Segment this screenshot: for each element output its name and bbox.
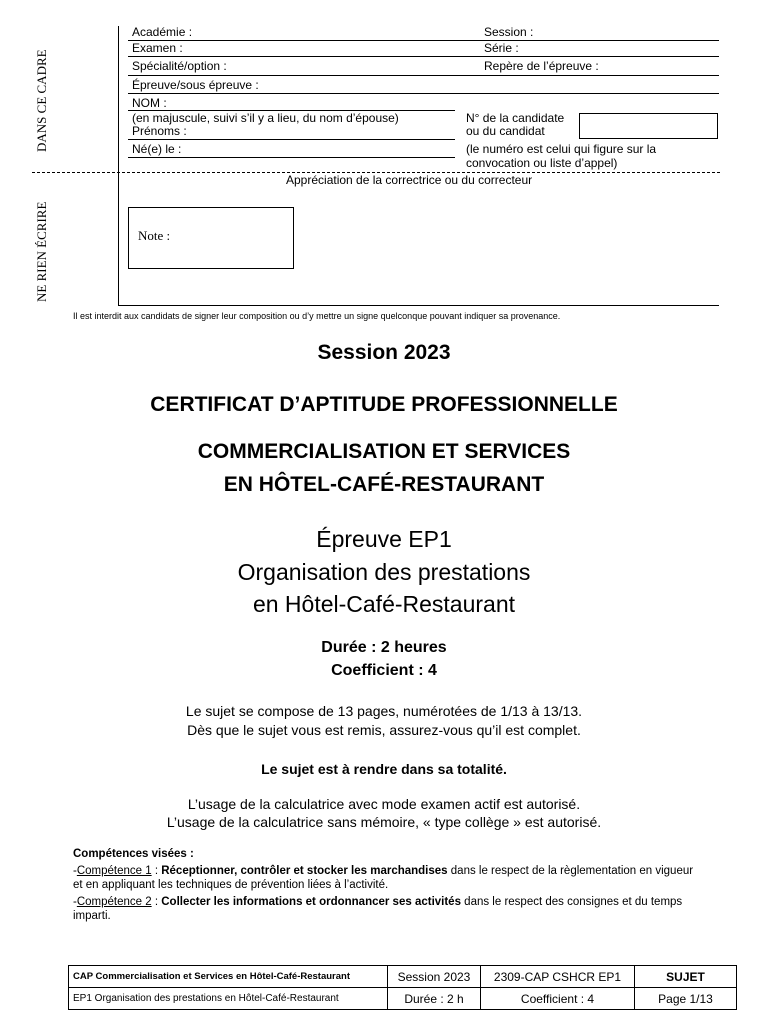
competence-2-bold: Collecter les informations et ordonnancer ses activités — [161, 896, 461, 908]
session-label: Session : — [484, 25, 534, 39]
header-line — [128, 157, 455, 158]
candidat-label-1: N° de la candidate — [466, 111, 565, 125]
footer-coefficient: Coefficient : 4 — [481, 988, 635, 1010]
footer-table — [68, 965, 737, 1010]
calc-info-2: L’usage de la calculatrice sans mémoire, « type collège » est autorisé. — [166, 814, 602, 830]
candidat-note-2: convocation ou liste d’appel) — [466, 156, 618, 170]
footer-cap-title: CAP Commercialisation et Services en Hôtel-Café-Restaurant — [69, 966, 388, 988]
competences-title: Compétences visées : — [73, 848, 194, 860]
footer-session: Session 2023 — [388, 966, 481, 988]
competence-2 — [73, 895, 703, 923]
header-line — [128, 56, 719, 57]
competence-1 — [73, 864, 703, 892]
ne-le-label: Né(e) le : — [132, 142, 182, 156]
calc-info-1: L’usage de la calculatrice avec mode examen actif est autorisé. — [187, 796, 581, 812]
specialite-label: Spécialité/option : — [132, 59, 227, 73]
pages-info-1: Le sujet se compose de 13 pages, numérotées de 1/13 à 13/13. — [185, 703, 583, 719]
candidat-label-2: ou du candidat — [466, 124, 545, 138]
nom-label: NOM : — [132, 96, 167, 110]
competence-1-link: Compétence 1 — [76, 865, 152, 877]
footer-page: Page 1/13 — [635, 988, 737, 1010]
footer-code: 2309-CAP CSHCR EP1 — [481, 966, 635, 988]
repere-label: Repère de l’épreuve : — [484, 59, 599, 73]
competence-2-link: Compétence 2 — [76, 896, 152, 908]
header-line — [128, 139, 455, 140]
pages-info-2: Dès que le sujet vous est remis, assurez-vous qu’il est complet. — [187, 722, 581, 738]
examen-label: Examen : — [132, 41, 183, 55]
header-bottom-line — [118, 305, 719, 306]
side-label-top: DANS CE CADRE — [34, 49, 49, 152]
competence-2-sep: : — [151, 896, 162, 908]
competence-1-bold: Réceptionner, contrôler et stocker les marchandises — [161, 865, 448, 877]
left-vertical-border — [118, 26, 119, 305]
side-label-bottom: NE RIEN ÉCRIRE — [34, 201, 49, 302]
appreciation-label: Appréciation de la correctrice ou du correcteur — [286, 173, 533, 187]
serie-label: Série : — [484, 41, 519, 55]
footer-ep1-title: EP1 Organisation des prestations en Hôtel-Café-Restaurant — [69, 988, 388, 1010]
competence-2-text: dans le respect des consignes et du temps imparti. — [73, 896, 683, 922]
academie-label: Académie : — [132, 25, 193, 39]
competence-2-dash: - — [73, 896, 77, 908]
footer-sujet: SUJET — [635, 966, 737, 988]
candidat-note-1: (le numéro est celui qui figure sur la — [466, 142, 657, 156]
header-line — [128, 75, 719, 76]
certificat-title: CERTIFICAT D’APTITUDE PROFESSIONNELLE — [150, 393, 618, 416]
session-title: Session 2023 — [317, 341, 451, 364]
competence-1-sep: : — [151, 865, 162, 877]
footer-row — [69, 988, 737, 1010]
specialty-title-2: EN HÔTEL-CAFÉ-RESTAURANT — [223, 473, 545, 496]
footer-row — [69, 966, 737, 988]
candidat-number-box[interactable] — [579, 113, 718, 139]
note-label: Note : — [138, 228, 171, 243]
competences-section — [73, 847, 703, 923]
nom-note: (en majuscule, suivi s’il y a lieu, du nom d’épouse) — [132, 111, 399, 125]
prenoms-label: Prénoms : — [132, 124, 187, 138]
duree: Durée : 2 heures — [321, 639, 447, 656]
coefficient: Coefficient : 4 — [331, 662, 437, 679]
competence-1-dash: - — [73, 865, 77, 877]
header-line — [128, 93, 719, 94]
note-box[interactable] — [128, 207, 294, 269]
organisation-line-1: Organisation des prestations — [237, 559, 531, 585]
header-line — [128, 40, 719, 41]
competence-1-text: dans le respect de la règlementation en vigueur et en appliquant les techniques de prévention liées à l’activité. — [73, 865, 694, 891]
organisation-line-2: en Hôtel-Café-Restaurant — [252, 591, 516, 617]
epreuve-label: Épreuve/sous épreuve : — [132, 78, 259, 92]
warning-text: Il est interdit aux candidats de signer leur composition ou d’y mettre un signe quelconque pouvant indiquer sa provenance. — [73, 311, 561, 321]
specialty-title-1: COMMERCIALISATION ET SERVICES — [197, 440, 571, 463]
epreuve-title: Épreuve EP1 — [316, 526, 452, 552]
footer-duree: Durée : 2 h — [388, 988, 481, 1010]
rendre-info: Le sujet est à rendre dans sa totalité. — [261, 761, 507, 777]
